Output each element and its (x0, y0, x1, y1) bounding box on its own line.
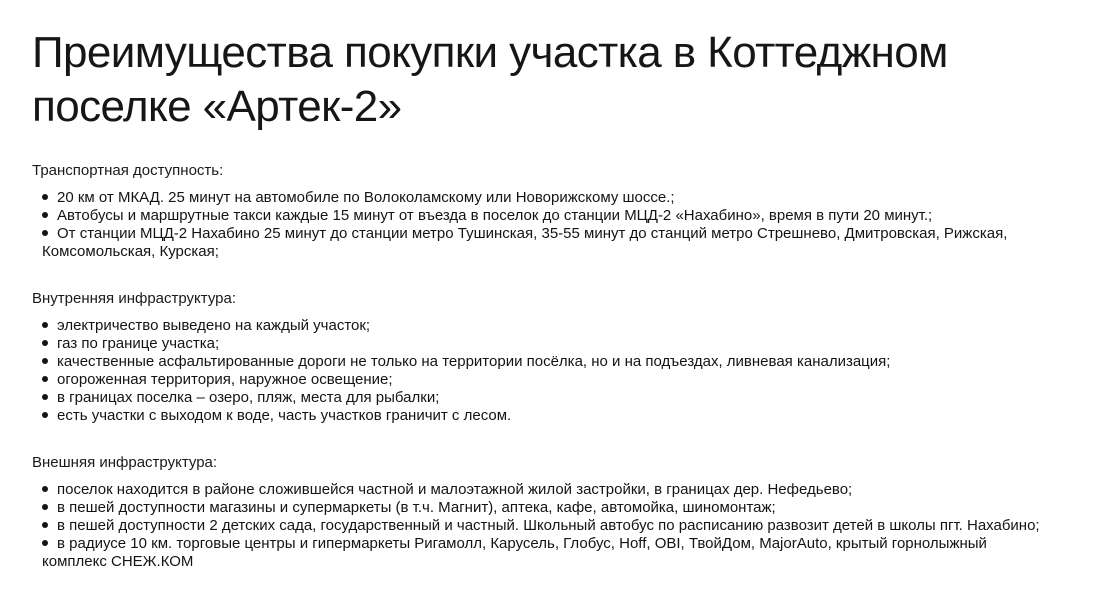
list-item (32, 353, 1092, 371)
section-heading-external: Внешняя инфраструктура: (32, 454, 218, 471)
page-title (32, 26, 1092, 134)
list-item-text: в радиусе 10 км. торговые центры и гипермаркеты Ригамолл, Карусель, Глобус, Hoff, OBI, ТвойДом, MajorAuto, крытый горнолыжный комплекс СНЕЖ.КОМ (42, 535, 987, 570)
list-item-text: есть участки с выходом к воде, часть участков граничит с лесом. (57, 407, 512, 424)
list-item (32, 517, 1092, 535)
list-item (32, 499, 1092, 517)
list-item (32, 189, 1092, 207)
list-item-text: 20 км от МКАД. 25 минут на автомобиле по Волоколамскому или Новорижскому шоссе.; (57, 189, 675, 206)
list-item-text: качественные асфальтированные дороги не только на территории посёлка, но и на подъездах, ливневая канализация; (57, 353, 891, 370)
list-item-text: газ по границе участка; (57, 335, 220, 352)
section-heading-internal: Внутренняя инфраструктура: (32, 290, 237, 307)
list-item (32, 389, 1092, 407)
section-internal-infrastructure (32, 290, 1092, 425)
list-item-text: Автобусы и маршрутные такси каждые 15 минут от въезда в поселок до станции МЦД-2 «Нахабино», время в пути 20 минут.; (57, 207, 933, 224)
bullet-icon (42, 376, 48, 382)
list-item (32, 371, 1092, 389)
bullet-icon (42, 504, 48, 510)
page-title-line-1: Преимущества покупки участка в Коттеджном (32, 28, 948, 77)
list-transport (32, 189, 1092, 261)
list-external (32, 481, 1092, 571)
bullet-icon (42, 194, 48, 200)
list-item (32, 317, 1092, 335)
list-item (32, 335, 1092, 353)
bullet-icon (42, 394, 48, 400)
list-item-text: в границах поселка – озеро, пляж, места для рыбалки; (57, 389, 440, 406)
bullet-icon (42, 340, 48, 346)
list-item (32, 407, 1092, 425)
list-item (32, 535, 1092, 571)
page-title-line-2: поселке «Артек-2» (32, 82, 402, 131)
section-external-infrastructure (32, 454, 1092, 571)
list-item-text: в пешей доступности магазины и супермаркеты (в т.ч. Магнит), аптека, кафе, автомойка, шиномонтаж; (57, 499, 776, 516)
list-item (32, 207, 1092, 225)
list-item (32, 225, 1092, 261)
section-transport (32, 162, 1092, 261)
bullet-icon (42, 322, 48, 328)
page-content (32, 26, 1092, 571)
bullet-icon (42, 212, 48, 218)
bullet-icon (42, 522, 48, 528)
list-item-text: огороженная территория, наружное освещение; (57, 371, 393, 388)
list-item-text: в пешей доступности 2 детских сада, государственный и частный. Школьный автобус по расписанию развозит детей в школы пгт. Нахабино; (57, 517, 1040, 534)
bullet-icon (42, 230, 48, 236)
list-item (32, 481, 1092, 499)
list-item-text: поселок находится в районе сложившейся частной и малоэтажной жилой застройки, в границах дер. Нефедьево; (57, 481, 853, 498)
bullet-icon (42, 540, 48, 546)
section-heading-transport: Транспортная доступность: (32, 162, 224, 179)
bullet-icon (42, 412, 48, 418)
bullet-icon (42, 486, 48, 492)
list-item-text: От станции МЦД-2 Нахабино 25 минут до станции метро Тушинская, 35-55 минут до станций метро Стрешнево, Дмитровская, Рижская, Комсомольская, Курская; (42, 225, 1008, 260)
list-internal (32, 317, 1092, 425)
list-item-text: электричество выведено на каждый участок; (57, 317, 371, 334)
bullet-icon (42, 358, 48, 364)
